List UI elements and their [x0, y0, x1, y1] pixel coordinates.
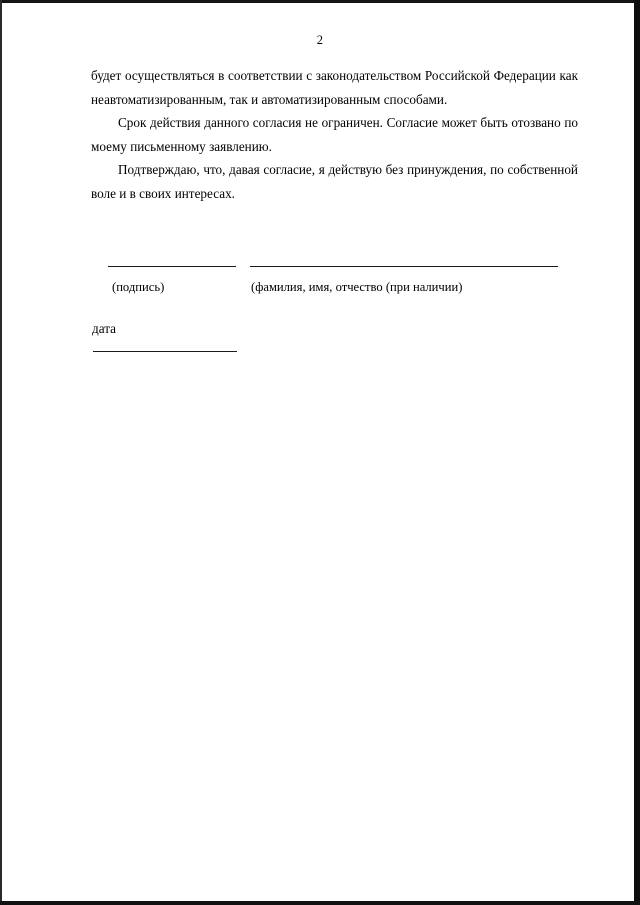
body-text — [91, 64, 578, 206]
scan-edge-right — [634, 0, 640, 905]
date-line[interactable] — [93, 351, 237, 352]
fullname-line[interactable] — [250, 266, 558, 267]
fullname-caption: (фамилия, имя, отчество (при наличии) — [251, 280, 463, 294]
date-label: дата — [92, 321, 116, 336]
paragraph-continuation: будет осуществляться в соответствии с законодательством Российской Федерации как неавтоматизированным, так и автоматизированным способами. — [91, 68, 578, 107]
signature-caption: (подпись) — [112, 280, 165, 294]
signature-block — [0, 258, 640, 308]
paragraph-validity-period: Срок действия данного согласия не ограничен. Согласие может быть отозвано по моему письменному заявлению. — [91, 115, 578, 154]
scan-edge-bottom — [0, 901, 640, 905]
scan-edge-top — [0, 0, 640, 3]
page-number: 2 — [316, 33, 324, 47]
signature-line[interactable] — [108, 266, 236, 267]
paragraph-confirmation: Подтверждаю, что, давая согласие, я действую без принуждения, по собственной воле и в своих интересах. — [91, 162, 578, 201]
scan-edge-left — [0, 0, 2, 905]
